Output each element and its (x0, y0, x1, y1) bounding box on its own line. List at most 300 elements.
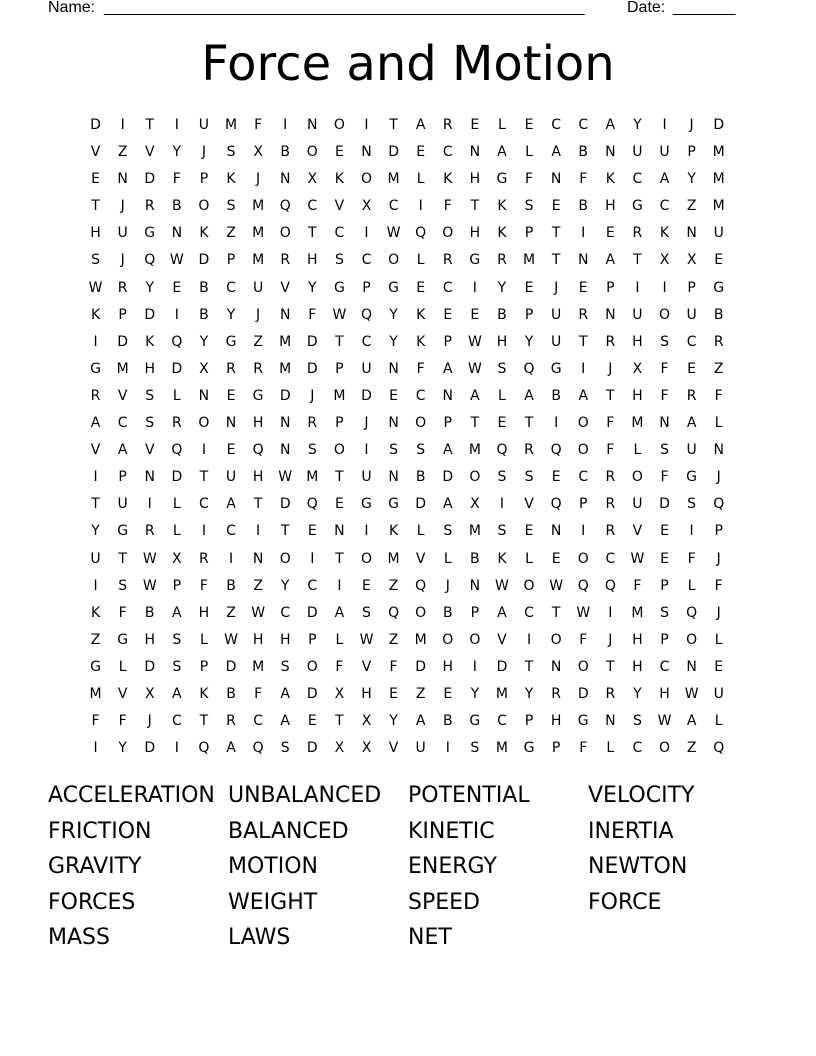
grid-letter: I (283, 117, 288, 133)
grid-letter: K (497, 198, 507, 215)
grid-letter: E (443, 685, 453, 702)
grid-letter: B (172, 198, 182, 215)
grid-letter: T (335, 713, 344, 730)
grid-letter: P (443, 333, 452, 350)
grid-letter: S (145, 415, 155, 432)
grid-letter: D (171, 360, 183, 377)
grid-letter: X (361, 713, 372, 730)
grid-letter: M (252, 658, 265, 675)
word-list-item: FRICTION (48, 818, 152, 844)
grid-row (82, 139, 734, 166)
grid-letter: Q (388, 604, 400, 621)
grid-letter: G (117, 631, 129, 648)
grid-letter: O (306, 658, 318, 675)
grid-letter: I (174, 306, 179, 323)
grid-letter: D (388, 144, 399, 161)
grid-letter: Z (117, 144, 128, 161)
grid-letter: Z (226, 225, 236, 242)
grid-letter: T (91, 198, 100, 215)
grid-letter: D (577, 685, 589, 702)
grid-letter: E (389, 685, 398, 702)
grid-letter: J (554, 279, 559, 296)
grid-letter: H (307, 252, 318, 269)
grid-letter: O (631, 469, 643, 486)
grid-letter: D (306, 604, 318, 621)
grid-letter: D (415, 658, 427, 675)
grid-letter: S (470, 740, 480, 757)
grid-letter: Q (306, 496, 318, 513)
grid-letter: F (199, 577, 208, 594)
grid-letter: O (469, 469, 481, 486)
grid-letter: S (660, 442, 669, 459)
grid-letter: F (660, 469, 669, 486)
grid-letter: V (361, 658, 372, 675)
grid-letter: C (578, 469, 589, 486)
grid-letter: N (550, 523, 562, 540)
name-label: Name: (48, 0, 96, 16)
grid-letter: W (467, 360, 482, 377)
word-list-item: WEIGHT (228, 889, 318, 915)
grid-letter: K (90, 306, 101, 323)
grid-letter: I (662, 117, 667, 133)
grid-letter: E (334, 496, 344, 513)
grid-letter: V (334, 198, 345, 215)
grid-letter: X (144, 685, 155, 702)
grid-letter: U (225, 469, 237, 486)
grid-letter: P (524, 225, 534, 242)
grid-row (82, 437, 734, 464)
grid-letter: M (89, 685, 102, 702)
grid-letter: J (608, 631, 613, 648)
grid-letter: R (171, 415, 182, 432)
grid-letter: E (470, 306, 480, 323)
grid-letter: N (144, 469, 155, 486)
grid-letter: T (308, 225, 317, 242)
grid-letter: P (606, 279, 615, 296)
grid-letter: F (91, 713, 100, 730)
grid-letter: I (418, 198, 423, 215)
grid-letter: X (253, 144, 263, 161)
grid-row (82, 708, 734, 735)
grid-letter: H (144, 360, 155, 377)
grid-letter: N (659, 415, 670, 432)
grid-letter: T (606, 387, 615, 404)
grid-letter: O (198, 415, 210, 432)
grid-letter: G (144, 225, 156, 242)
grid-letter: I (120, 117, 125, 133)
grid-letter: O (523, 577, 535, 594)
grid-letter: A (497, 604, 507, 621)
grid-row (82, 518, 734, 545)
grid-letter: I (472, 279, 477, 296)
grid-letter: R (442, 117, 453, 133)
grid-letter: O (659, 306, 671, 323)
grid-letter: Z (415, 685, 426, 702)
grid-letter: H (144, 631, 155, 648)
grid-letter: G (225, 333, 237, 350)
grid-letter: A (497, 144, 507, 161)
grid-letter: I (310, 550, 315, 567)
grid-letter: W (224, 631, 238, 648)
grid-letter: Q (523, 360, 535, 377)
grid-letter: B (415, 469, 426, 486)
grid-letter: D (306, 360, 318, 377)
grid-letter: S (524, 469, 534, 486)
grid-letter: P (714, 523, 723, 540)
grid-letter: B (578, 144, 589, 161)
word-list-item: POTENTIAL (408, 783, 530, 808)
grid-letter: L (633, 442, 642, 459)
grid-letter: J (689, 117, 694, 133)
grid-letter: C (551, 117, 562, 133)
grid-letter: W (657, 713, 672, 730)
grid-letter: H (279, 631, 291, 648)
word-list-item: ACCELERATION (48, 783, 215, 808)
grid-letter: I (581, 225, 586, 242)
grid-letter: Y (687, 171, 696, 188)
grid-letter: V (415, 550, 426, 567)
grid-letter: U (198, 117, 210, 133)
grid-letter: G (388, 279, 399, 296)
grid-letter: P (335, 415, 344, 432)
grid-letter: G (469, 252, 481, 269)
grid-letter: K (416, 306, 426, 323)
grid-letter: Q (198, 740, 210, 757)
grid-letter: Z (253, 577, 263, 594)
grid-letter: V (497, 631, 507, 648)
grid-letter: N (388, 360, 399, 377)
grid-letter: N (334, 523, 345, 540)
grid-letter: S (660, 604, 669, 621)
grid-letter: G (252, 387, 264, 404)
grid-letter: R (199, 550, 209, 567)
grid-letter: S (172, 658, 182, 675)
grid-letter: A (280, 685, 290, 702)
grid-letter: E (551, 550, 561, 567)
grid-letter: N (686, 225, 697, 242)
grid-letter: Z (253, 333, 263, 350)
grid-letter: A (442, 442, 453, 459)
grid-letter: L (714, 713, 723, 730)
grid-letter: E (307, 523, 317, 540)
grid-letter: E (714, 658, 724, 675)
grid-letter: I (201, 442, 206, 459)
grid-letter: N (117, 171, 128, 188)
grid-letter: T (551, 252, 561, 269)
grid-letter: M (306, 469, 319, 486)
grid-letter: V (90, 442, 101, 459)
grid-letter: I (228, 550, 234, 567)
grid-letter: O (333, 117, 345, 133)
grid-letter: F (714, 577, 723, 594)
grid-letter: B (578, 198, 589, 215)
grid-letter: T (524, 415, 534, 432)
grid-letter: S (91, 252, 100, 269)
grid-letter: P (551, 740, 561, 757)
grid-letter: E (389, 387, 398, 404)
grid-letter: P (660, 631, 669, 648)
grid-letter: K (90, 604, 101, 621)
grid-letter: M (631, 415, 644, 432)
grid-letter: L (443, 550, 452, 567)
grid-letter: Q (252, 740, 264, 757)
grid-letter: O (469, 631, 481, 648)
grid-letter: E (714, 252, 724, 269)
grid-letter: D (144, 306, 156, 323)
grid-letter: P (470, 604, 480, 621)
grid-row (82, 302, 734, 329)
grid-letter: E (497, 415, 507, 432)
grid-letter: X (172, 550, 182, 567)
grid-letter: J (120, 198, 125, 215)
grid-letter: N (713, 442, 724, 459)
grid-letter: V (388, 740, 399, 757)
grid-letter: K (659, 225, 670, 242)
grid-letter: T (199, 469, 209, 486)
grid-letter: Q (144, 252, 156, 269)
grid-letter: N (279, 306, 291, 323)
grid-letter: C (524, 604, 534, 621)
grid-letter: A (442, 496, 453, 513)
grid-letter: I (93, 333, 98, 350)
grid-letter: C (632, 740, 643, 757)
grid-letter: W (495, 577, 509, 594)
grid-letter: B (442, 604, 453, 621)
grid-letter: F (172, 171, 181, 188)
grid-letter: I (337, 577, 342, 594)
grid-letter: O (279, 550, 291, 567)
word-list-item: SPEED (408, 889, 480, 915)
grid-letter: H (496, 333, 508, 350)
grid-letter: E (226, 387, 236, 404)
grid-letter: N (171, 225, 183, 242)
grid-letter: Q (415, 577, 427, 594)
grid-letter: C (334, 225, 345, 242)
grid-letter: H (632, 658, 643, 675)
grid-letter: L (498, 117, 506, 133)
grid-letter: W (142, 550, 157, 567)
grid-letter: O (360, 171, 372, 188)
grid-letter: I (581, 360, 586, 377)
grid-letter: L (172, 496, 181, 513)
grid-letter: P (199, 658, 209, 675)
grid-letter: I (581, 523, 586, 540)
grid-letter: O (577, 442, 589, 459)
grid-letter: Y (633, 685, 642, 702)
grid-letter: R (713, 333, 724, 350)
grid-letter: E (524, 523, 534, 540)
grid-letter: R (144, 523, 155, 540)
grid-letter: Q (550, 442, 562, 459)
grid-letter: L (525, 144, 533, 161)
grid-letter: A (172, 604, 182, 621)
grid-letter: H (252, 469, 264, 486)
grid-letter: H (469, 225, 481, 242)
grid-letter: S (334, 252, 344, 269)
grid-letter: T (606, 658, 615, 675)
grid-letter: I (147, 496, 152, 513)
grid-letter: M (712, 198, 725, 215)
grid-letter: H (605, 198, 616, 215)
grid-letter: D (144, 171, 156, 188)
grid-row (82, 166, 734, 193)
grid-letter: D (171, 469, 183, 486)
word-list-item: MASS (48, 925, 110, 951)
grid-letter: P (118, 469, 127, 486)
grid-letter: M (116, 360, 129, 377)
grid-letter: E (91, 171, 100, 188)
grid-letter: F (389, 658, 398, 675)
grid-letter: E (172, 279, 182, 296)
grid-letter: M (279, 360, 292, 377)
grid-letter: Z (713, 360, 724, 377)
grid-letter: G (333, 279, 345, 296)
grid-row (82, 383, 734, 410)
grid-letter: J (445, 577, 450, 594)
grid-letter: X (659, 252, 670, 269)
grid-letter: N (388, 469, 399, 486)
grid-letter: P (660, 577, 669, 594)
grid-letter: P (226, 252, 236, 269)
grid-letter: Q (713, 496, 725, 513)
grid-letter: Q (171, 442, 183, 459)
grid-letter: N (605, 306, 616, 323)
grid-letter: D (279, 496, 291, 513)
grid-letter: S (145, 387, 155, 404)
grid-letter: F (254, 685, 263, 702)
grid-letter: C (280, 604, 291, 621)
grid-letter: S (362, 604, 371, 621)
grid-letter: U (659, 144, 670, 161)
grid-letter: Y (280, 577, 290, 594)
grid-letter: M (712, 144, 725, 161)
grid-letter: U (252, 279, 264, 296)
grid-letter: S (660, 333, 669, 350)
grid-letter: B (442, 713, 453, 730)
grid-letter: F (118, 604, 127, 621)
grid-letter: A (659, 171, 670, 188)
grid-letter: W (251, 604, 266, 621)
grid-letter: X (334, 740, 345, 757)
grid-letter: D (306, 333, 318, 350)
grid-letter: C (253, 713, 263, 730)
grid-letter: H (252, 631, 264, 648)
grid-letter: L (200, 631, 208, 648)
grid-letter: W (386, 225, 401, 242)
grid-letter: E (524, 117, 534, 133)
grid-letter: A (686, 713, 697, 730)
grid-letter: E (416, 279, 426, 296)
grid-letter: M (468, 442, 481, 459)
grid-letter: U (361, 360, 372, 377)
grid-row (82, 600, 734, 627)
grid-letter: I (93, 469, 98, 486)
grid-letter: H (469, 171, 481, 188)
grid-letter: J (310, 387, 315, 404)
grid-letter: T (280, 523, 290, 540)
grid-letter: H (632, 333, 643, 350)
date-blank-line: _______ (673, 0, 736, 16)
grid-letter: M (468, 523, 481, 540)
grid-letter: G (469, 713, 481, 730)
grid-letter: T (470, 415, 480, 432)
grid-letter: M (414, 631, 427, 648)
word-list-item: FORCES (48, 889, 136, 915)
grid-letter: U (713, 225, 724, 242)
grid-letter: R (226, 360, 236, 377)
grid-letter: U (551, 306, 562, 323)
grid-letter: F (660, 360, 669, 377)
grid-letter: S (389, 442, 399, 459)
grid-letter: S (172, 631, 182, 648)
grid-letter: X (361, 198, 372, 215)
grid-letter: Y (145, 279, 155, 296)
word-list-item: GRAVITY (48, 854, 142, 880)
grid-letter: F (525, 171, 534, 188)
grid-letter: U (551, 333, 562, 350)
grid-letter: P (362, 279, 371, 296)
grid-letter: W (467, 333, 482, 350)
word-list-item: ENERGY (408, 854, 497, 880)
grid-letter: J (716, 604, 721, 621)
grid-letter: I (93, 740, 98, 757)
grid-letter: O (577, 550, 589, 567)
grid-letter: W (576, 604, 591, 621)
grid-letter: A (280, 713, 290, 730)
grid-letter: J (608, 360, 613, 377)
grid-letter: B (470, 550, 480, 567)
grid-letter: F (335, 658, 344, 675)
grid-letter: Z (90, 631, 101, 648)
grid-letter: C (578, 117, 589, 133)
grid-letter: C (659, 198, 670, 215)
grid-letter: T (253, 496, 263, 513)
grid-letter: G (117, 523, 129, 540)
grid-letter: W (88, 279, 103, 296)
grid-letter: C (226, 279, 236, 296)
grid-letter: V (90, 144, 101, 161)
grid-letter: T (335, 469, 344, 486)
grid-letter: B (226, 577, 236, 594)
grid-letter: O (360, 550, 372, 567)
grid-letter: J (120, 252, 125, 269)
grid-letter: C (442, 279, 453, 296)
grid-letter: I (662, 279, 667, 296)
grid-letter: L (416, 171, 425, 188)
word-list-item: BALANCED (228, 818, 349, 844)
grid-letter: O (415, 604, 427, 621)
word-list-item: NEWTON (588, 854, 688, 880)
grid-letter: B (551, 387, 561, 404)
grid-letter: R (605, 523, 616, 540)
grid-letter: U (415, 740, 426, 757)
grid-letter: I (256, 523, 261, 540)
grid-letter: F (660, 387, 669, 404)
grid-letter: H (632, 387, 643, 404)
grid-letter: L (687, 577, 696, 594)
grid-letter: K (605, 171, 615, 188)
grid-row (82, 193, 734, 220)
grid-letter: P (524, 713, 534, 730)
grid-letter: S (443, 523, 453, 540)
grid-letter: O (442, 225, 454, 242)
grid-letter: N (686, 658, 697, 675)
grid-letter: N (577, 252, 589, 269)
grid-letter: Z (226, 604, 236, 621)
grid-letter: R (632, 225, 643, 242)
grid-letter: Y (633, 117, 642, 133)
grid-letter: M (252, 225, 265, 242)
